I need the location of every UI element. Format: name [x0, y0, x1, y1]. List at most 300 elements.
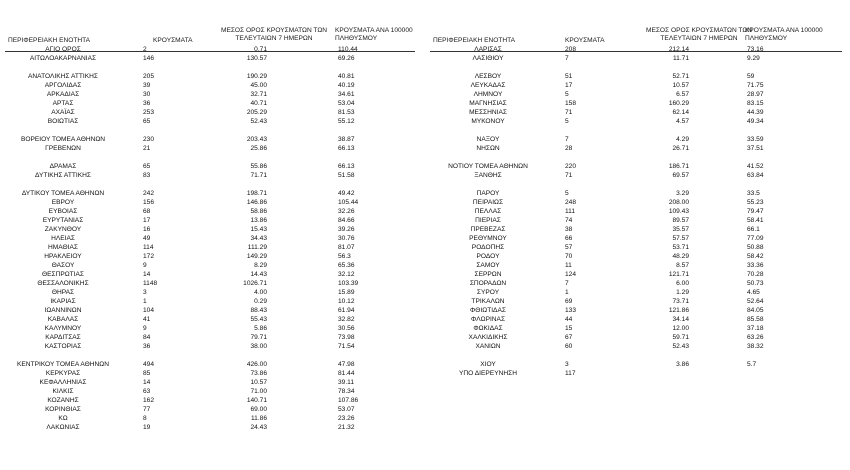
avg7-value: 140.71	[246, 397, 267, 404]
cases-value: 114	[143, 244, 154, 251]
avg7-value: 40.71	[250, 100, 267, 107]
per100k-value: 32.26	[338, 208, 355, 215]
table-row	[425, 360, 850, 369]
avg7-value: 1.29	[676, 289, 689, 296]
region-name: ΚΑΡΔΙΤΣΑΣ	[45, 334, 81, 341]
region-name: ΧΑΛΚΙΔΙΚΗΣ	[468, 334, 508, 341]
cases-value: 242	[143, 190, 155, 197]
per100k-value: 33.36	[747, 262, 764, 269]
table-row	[0, 234, 425, 243]
avg7-value: 10.57	[672, 82, 689, 89]
avg7-value: 73.86	[250, 370, 267, 377]
region-name: ΜΑΓΝΗΣΙΑΣ	[469, 100, 507, 107]
per100k-value: 37.18	[747, 325, 764, 332]
avg7-value: 69.57	[672, 172, 689, 179]
table-row	[0, 369, 425, 378]
per100k-value: 81.44	[338, 370, 355, 377]
per100k-value: 23.26	[338, 415, 355, 422]
region-name: ΝΟΤΙΟΥ ΤΟΜΕΑ ΑΘΗΝΩΝ	[448, 163, 528, 170]
per100k-value: 49.42	[338, 190, 355, 197]
cases-value: 15	[565, 325, 573, 332]
region-name: ΑΝΑΤΟΛΙΚΗΣ ΑΤΤΙΚΗΣ	[28, 73, 98, 80]
region-name: ΝΗΣΩΝ	[476, 145, 500, 152]
table-row	[0, 387, 425, 396]
avg7-value: 32.71	[250, 91, 267, 98]
cases-value: 65	[143, 118, 151, 125]
per100k-value: 105.44	[338, 199, 359, 206]
region-name: ΛΗΜΝΟΥ	[473, 91, 503, 98]
region-name: ΚΕΦΑΛΛΗΝΙΑΣ	[39, 379, 87, 386]
avg7-value: 34.14	[672, 316, 689, 323]
cases-value: 60	[565, 343, 573, 350]
per100k-value: 63.84	[747, 172, 764, 179]
avg7-value: 212.14	[668, 46, 689, 53]
cases-value: 5	[565, 91, 569, 98]
avg7-value: 10.57	[250, 379, 267, 386]
table-row	[0, 306, 425, 315]
region-name: ΚΑΣΤΟΡΙΑΣ	[44, 343, 82, 350]
region-name: ΑΡΚΑΔΙΑΣ	[46, 91, 80, 98]
cases-value: 49	[143, 235, 151, 242]
region-name: ΦΩΚΙΔΑΣ	[473, 325, 503, 332]
avg7-value: 13.86	[250, 217, 267, 224]
region-name: ΚΑΛΥΜΝΟΥ	[44, 325, 82, 332]
table-row	[0, 189, 425, 198]
per100k-value: 30.56	[338, 325, 355, 332]
avg7-value: 52.71	[672, 73, 689, 80]
avg7-value: 88.43	[250, 307, 267, 314]
avg7-value: 69.00	[250, 406, 267, 413]
cases-value: 3	[143, 289, 147, 296]
avg7-value: 3.86	[676, 361, 689, 368]
table-row	[425, 297, 850, 306]
region-name: ΚΕΝΤΡΙΚΟΥ ΤΟΜΕΑ ΑΘΗΝΩΝ	[17, 361, 109, 368]
per100k-value: 70.28	[747, 271, 764, 278]
header-avg7: ΜΕΣΟΣ ΟΡΟΣ ΚΡΟΥΣΜΑΤΩΝ ΤΩΝ ΤΕΛΕΥΤΑΙΩΝ 7 ΗΜΕΡΩΝ	[645, 27, 753, 42]
cases-value: 36	[143, 343, 151, 350]
table-row	[425, 234, 850, 243]
per100k-value: 10.12	[338, 298, 355, 305]
cases-value: 124	[565, 271, 577, 278]
avg7-value: 1026.71	[243, 280, 267, 287]
region-name: ΑΙΤΩΛΟΑΚΑΡΝΑΝΙΑΣ	[29, 55, 97, 62]
table-row	[0, 135, 425, 144]
table-row	[425, 252, 850, 261]
cases-value: 1	[565, 289, 569, 296]
cases-value: 39	[143, 82, 151, 89]
avg7-value: 71.71	[250, 172, 267, 179]
cases-value: 7	[565, 55, 569, 62]
cases-value: 3	[565, 361, 569, 368]
avg7-value: 198.71	[246, 190, 267, 197]
avg7-value: 55.43	[250, 316, 267, 323]
table-row	[0, 279, 425, 288]
per100k-value: 53.04	[338, 100, 355, 107]
region-name: ΒΟΡΕΙΟΥ ΤΟΜΕΑ ΑΘΗΝΩΝ	[20, 136, 106, 143]
header-region: ΠΕΡΙΦΕΡΕΙΑΚΗ ΕΝΟΤΗΤΑ	[433, 37, 516, 44]
table-row	[0, 72, 425, 81]
cases-value: 74	[565, 217, 573, 224]
cases-value: 104	[143, 307, 155, 314]
table-row	[425, 306, 850, 315]
avg7-value: 130.57	[246, 55, 267, 62]
table-row	[0, 90, 425, 99]
per100k-value: 32.12	[338, 271, 355, 278]
cases-value: 8	[143, 415, 147, 422]
region-name: ΡΟΔΟΠΗΣ	[471, 244, 505, 251]
table-row	[425, 108, 850, 117]
cases-value: 84	[143, 334, 151, 341]
cases-value: 1148	[143, 280, 158, 287]
per100k-value: 84.66	[338, 217, 355, 224]
region-name: ΙΚΑΡΙΑΣ	[50, 298, 76, 305]
table-row	[0, 414, 425, 423]
cases-value: 230	[143, 136, 155, 143]
avg7-value: 59.71	[672, 334, 689, 341]
table-row	[425, 243, 850, 252]
table-row	[0, 342, 425, 351]
avg7-value: 203.43	[246, 136, 267, 143]
region-name: ΞΑΝΘΗΣ	[474, 172, 502, 179]
per100k-value: 33.5	[747, 190, 760, 197]
per100k-value: 51.58	[338, 172, 355, 179]
table-row	[425, 261, 850, 270]
avg7-value: 52.43	[672, 343, 689, 350]
avg7-value: 11.71	[672, 55, 689, 62]
avg7-value: 4.00	[254, 289, 267, 296]
region-name: ΡΟΔΟΥ	[476, 253, 500, 260]
table-row	[0, 108, 425, 117]
region-name: ΓΡΕΒΕΝΩΝ	[45, 145, 81, 152]
region-name: ΛΕΥΚΑΔΑΣ	[470, 82, 506, 89]
table-row	[0, 162, 425, 171]
per100k-value: 50.88	[747, 244, 764, 251]
table-row	[425, 45, 850, 54]
cases-value: 51	[565, 73, 573, 80]
cases-value: 7	[565, 136, 569, 143]
region-name: ΧΙΟΥ	[480, 361, 496, 368]
per100k-value: 4.65	[747, 289, 760, 296]
per100k-value: 66.13	[338, 163, 355, 170]
per100k-value: 39.26	[338, 226, 355, 233]
per100k-value: 58.41	[747, 217, 764, 224]
per100k-value: 41.52	[747, 163, 764, 170]
region-name: ΑΓΙΟ ΟΡΟΣ	[45, 46, 81, 53]
per100k-value: 40.81	[338, 73, 355, 80]
region-name: ΠΕΛΛΑΣ	[474, 208, 502, 215]
region-name: ΣΠΟΡΑΔΩΝ	[469, 280, 507, 287]
avg7-value: 79.71	[250, 334, 267, 341]
region-name: ΚΙΛΚΙΣ	[52, 388, 74, 395]
region-name: ΕΥΒΟΙΑΣ	[48, 208, 78, 215]
cases-value: 71	[565, 109, 573, 116]
region-name: ΔΥΤΙΚΗΣ ΑΤΤΙΚΗΣ	[35, 172, 91, 179]
per100k-value: 39.11	[338, 379, 355, 386]
per100k-value: 28.97	[747, 91, 764, 98]
cases-value: 66	[565, 235, 573, 242]
avg7-value: 160.29	[668, 100, 689, 107]
region-name: ΜΕΣΣΗΝΙΑΣ	[469, 109, 507, 116]
table-row	[425, 99, 850, 108]
table-row	[0, 288, 425, 297]
table-row	[0, 171, 425, 180]
per100k-value: 65.36	[338, 262, 355, 269]
cases-value: 70	[565, 253, 573, 260]
region-name: ΙΩΑΝΝΙΝΩΝ	[44, 307, 82, 314]
avg7-value: 6.57	[676, 91, 689, 98]
per100k-value: 83.15	[747, 100, 764, 107]
per100k-value: 107.86	[338, 397, 359, 404]
avg7-value: 4.29	[676, 136, 689, 143]
region-name: ΜΥΚΟΝΟΥ	[471, 118, 505, 125]
cases-value: 9	[143, 325, 147, 332]
cases-value: 28	[565, 145, 573, 152]
table-row	[0, 396, 425, 405]
avg7-value: 3.29	[676, 190, 689, 197]
avg7-value: 109.43	[668, 208, 689, 215]
cases-value: 65	[143, 163, 151, 170]
per100k-value: 56.3	[338, 253, 351, 260]
table-row	[425, 117, 850, 126]
table-row	[0, 99, 425, 108]
avg7-value: 121.86	[668, 307, 689, 314]
table-row	[425, 369, 850, 378]
cases-value: 41	[143, 316, 151, 323]
table-row	[425, 90, 850, 99]
cases-value: 11	[565, 262, 572, 269]
table-row	[0, 324, 425, 333]
avg7-value: 52.43	[250, 118, 267, 125]
avg7-value: 426.00	[246, 361, 267, 368]
region-name: ΕΥΡΥΤΑΝΙΑΣ	[42, 217, 84, 224]
per100k-value: 52.64	[747, 298, 764, 305]
avg7-value: 0.71	[254, 46, 267, 53]
cases-value: 68	[143, 208, 151, 215]
region-name: ΦΘΙΩΤΙΔΑΣ	[470, 307, 506, 314]
avg7-value: 111.29	[247, 244, 267, 251]
table-row	[425, 81, 850, 90]
cases-value: 36	[143, 100, 151, 107]
cases-value: 44	[565, 316, 573, 323]
per100k-value: 55.23	[747, 199, 764, 206]
cases-value: 162	[143, 397, 155, 404]
table-row	[425, 225, 850, 234]
cases-value: 156	[143, 199, 155, 206]
per100k-value: 71.54	[338, 343, 355, 350]
region-name: ΦΛΩΡΙΝΑΣ	[470, 316, 506, 323]
per100k-value: 21.32	[338, 424, 355, 431]
region-name: ΔΥΤΙΚΟΥ ΤΟΜΕΑ ΑΘΗΝΩΝ	[21, 190, 105, 197]
per100k-value: 59	[747, 73, 755, 80]
header-avg7: ΜΕΣΟΣ ΟΡΟΣ ΚΡΟΥΣΜΑΤΩΝ ΤΩΝ ΤΕΛΕΥΤΑΙΩΝ 7 ΗΜΕΡΩΝ	[220, 27, 328, 42]
avg7-value: 38.00	[250, 343, 267, 350]
region-name: ΠΙΕΡΙΑΣ	[475, 217, 501, 224]
region-name: ΧΑΝΙΩΝ	[475, 343, 501, 350]
header-per100k: ΚΡΟΥΣΜΑΤΑ ΑΝΑ 100000 ΠΛΗΘΥΣΜΟΥ	[335, 27, 413, 42]
region-name: ΛΑΚΩΝΙΑΣ	[46, 424, 80, 431]
region-name: ΠΑΡΟΥ	[476, 190, 500, 197]
region-name: ΗΛΕΙΑΣ	[51, 235, 75, 242]
per100k-value: 38.32	[747, 343, 764, 350]
per100k-value: 58.42	[747, 253, 764, 260]
table-row	[0, 225, 425, 234]
cases-value: 21	[143, 145, 151, 152]
region-name: ΤΡΙΚΑΛΩΝ	[471, 298, 505, 305]
region-name: ΡΕΘΥΜΝΟΥ	[469, 235, 507, 242]
table-row	[0, 54, 425, 63]
per100k-value: 53.07	[338, 406, 355, 413]
cases-value: 172	[143, 253, 155, 260]
avg7-value: 73.71	[672, 298, 689, 305]
avg7-value: 58.86	[250, 208, 267, 215]
per100k-value: 49.34	[747, 118, 764, 125]
cases-value: 5	[565, 190, 569, 197]
table-row	[0, 405, 425, 414]
cases-value: 14	[143, 271, 151, 278]
per100k-value: 37.51	[747, 145, 764, 152]
avg7-value: 12.00	[672, 325, 689, 332]
avg7-value: 48.29	[672, 253, 689, 260]
region-name: ΗΡΑΚΛΕΙΟΥ	[44, 253, 82, 260]
table-row	[425, 162, 850, 171]
region-name: ΝΑΞΟΥ	[476, 136, 500, 143]
table-row	[425, 54, 850, 63]
header-cases: ΚΡΟΥΣΜΑΤΑ	[565, 37, 605, 44]
avg7-value: 208.00	[668, 199, 689, 206]
avg7-value: 205.29	[246, 109, 267, 116]
region-name: ΚΑΒΑΛΑΣ	[47, 316, 79, 323]
avg7-value: 6.00	[676, 280, 689, 287]
region-name: ΑΡΤΑΣ	[52, 100, 74, 107]
region-name: ΣΑΜΟΥ	[476, 262, 500, 269]
per100k-value: 30.76	[338, 235, 355, 242]
per100k-value: 47.98	[338, 361, 355, 368]
avg7-value: 89.57	[672, 217, 689, 224]
table-row	[425, 216, 850, 225]
cases-value: 85	[143, 370, 151, 377]
per100k-value: 79.47	[747, 208, 764, 215]
table-row	[0, 216, 425, 225]
avg7-value: 26.71	[672, 145, 689, 152]
table-row	[425, 333, 850, 342]
avg7-value: 62.14	[672, 109, 689, 116]
region-name: ΘΕΣΣΑΛΟΝΙΚΗΣ	[37, 280, 89, 287]
table-row	[425, 288, 850, 297]
region-name: ΛΕΣΒΟΥ	[474, 73, 502, 80]
avg7-value: 146.86	[246, 199, 267, 206]
table-row	[425, 144, 850, 153]
cases-value: 71	[565, 172, 573, 179]
region-name: ΠΡΕΒΕΖΑΣ	[470, 226, 506, 233]
cases-value: 208	[565, 46, 577, 53]
per100k-value: 73.98	[338, 334, 355, 341]
table-row	[0, 198, 425, 207]
per100k-value: 40.19	[338, 82, 355, 89]
table-row	[425, 279, 850, 288]
cases-value: 38	[565, 226, 573, 233]
cases-value: 14	[143, 379, 151, 386]
avg7-value: 57.57	[672, 235, 689, 242]
avg7-value: 24.43	[250, 424, 267, 431]
cases-value: 253	[143, 109, 155, 116]
avg7-value: 5.86	[254, 325, 267, 332]
table-row	[425, 135, 850, 144]
cases-value: 63	[143, 388, 151, 395]
per100k-value: 66.1	[747, 226, 760, 233]
table-row	[0, 144, 425, 153]
cases-value: 17	[565, 82, 573, 89]
per100k-value: 15.89	[338, 289, 355, 296]
table-row	[0, 243, 425, 252]
cases-value: 30	[143, 91, 151, 98]
per100k-value: 61.94	[338, 307, 355, 314]
table-row	[0, 423, 425, 432]
per100k-value: 84.05	[747, 307, 764, 314]
cases-value: 205	[143, 73, 155, 80]
per100k-value: 55.12	[338, 118, 355, 125]
region-name: ΚΕΡΚΥΡΑΣ	[45, 370, 81, 377]
cases-value: 19	[143, 424, 151, 431]
cases-value: 77	[143, 406, 151, 413]
table-row	[425, 342, 850, 351]
table-row	[425, 72, 850, 81]
table-row	[0, 45, 425, 54]
cases-value: 220	[565, 163, 577, 170]
per100k-value: 32.82	[338, 316, 355, 323]
region-name: ΒΟΙΩΤΙΑΣ	[47, 118, 79, 125]
cases-value: 16	[143, 226, 151, 233]
region-name: ΚΩ	[58, 415, 68, 422]
table-row	[0, 81, 425, 90]
avg7-value: 4.57	[676, 118, 689, 125]
per100k-value: 33.59	[747, 136, 764, 143]
per100k-value: 81.07	[338, 244, 355, 251]
table-row	[0, 333, 425, 342]
cases-value: 146	[143, 55, 155, 62]
avg7-value: 25.86	[250, 145, 267, 152]
table-row	[0, 297, 425, 306]
table-row	[425, 171, 850, 180]
per100k-value: 103.39	[338, 280, 359, 287]
region-name: ΥΠΟ ΔΙΕΡΕΥΝΗΣΗ	[459, 370, 517, 377]
per100k-value: 38.87	[338, 136, 355, 143]
region-name: ΘΕΣΠΡΩΤΙΑΣ	[41, 271, 85, 278]
table-row	[0, 261, 425, 270]
region-name: ΛΑΡΙΣΑΣ	[474, 46, 502, 53]
header-cases: ΚΡΟΥΣΜΑΤΑ	[153, 37, 193, 44]
avg7-value: 14.43	[250, 271, 267, 278]
avg7-value: 0.29	[254, 298, 267, 305]
avg7-value: 34.43	[250, 235, 267, 242]
avg7-value: 53.71	[672, 244, 689, 251]
per100k-value: 66.13	[338, 145, 355, 152]
cases-value: 111	[565, 208, 576, 215]
avg7-value: 149.29	[246, 253, 267, 260]
header-per100k: ΚΡΟΥΣΜΑΤΑ ΑΝΑ 100000 ΠΛΗΘΥΣΜΟΥ	[745, 27, 823, 42]
per100k-value: 5.7	[747, 361, 757, 368]
region-name: ΚΟΡΙΝΘΙΑΣ	[45, 406, 81, 413]
table-row	[425, 207, 850, 216]
cases-value: 83	[143, 172, 151, 179]
region-name: ΘΗΡΑΣ	[51, 289, 75, 296]
table-row	[0, 378, 425, 387]
cases-value: 57	[565, 244, 573, 251]
per100k-value: 73.16	[747, 46, 764, 53]
per100k-value: 85.58	[747, 316, 764, 323]
cases-value: 158	[565, 100, 577, 107]
per100k-value: 78.34	[338, 388, 355, 395]
table-row	[425, 198, 850, 207]
